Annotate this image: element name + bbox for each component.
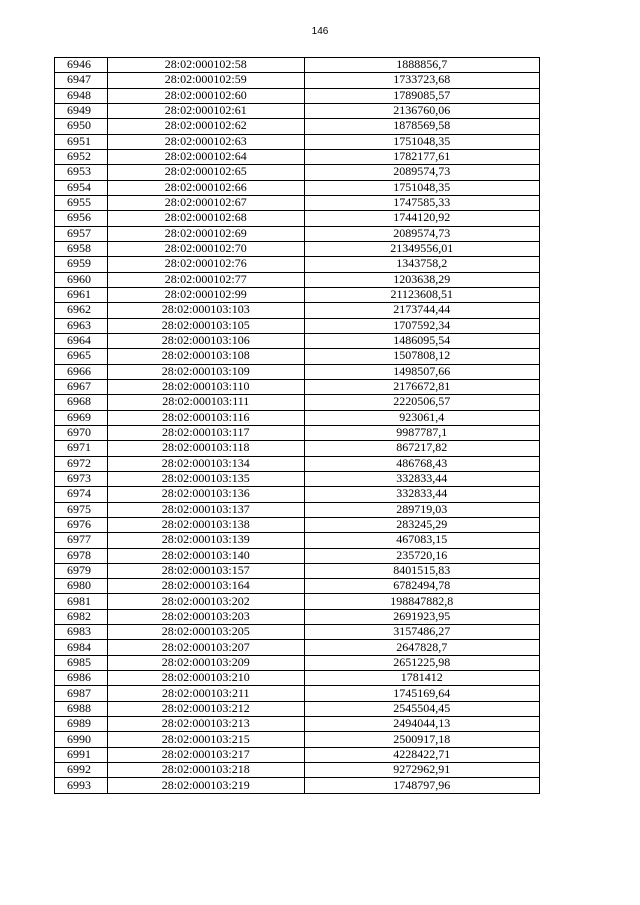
- table-row: [55, 364, 540, 379]
- table-row: [55, 103, 540, 118]
- cadastral-value-cell: 923061,4: [304, 410, 539, 425]
- cadastral-value-cell: 1878569,58: [304, 119, 539, 134]
- row-number-cell: 6948: [55, 88, 108, 103]
- cadastral-value-cell: 2691923,95: [304, 609, 539, 624]
- cadastral-number-cell: 28:02:000102:77: [107, 272, 304, 287]
- table-row: [55, 333, 540, 348]
- table-row: [55, 563, 540, 578]
- cadastral-number-cell: 28:02:000103:106: [107, 333, 304, 348]
- cadastral-value-cell: 1745169,64: [304, 686, 539, 701]
- row-number-cell: 6982: [55, 609, 108, 624]
- row-number-cell: 6947: [55, 73, 108, 88]
- cadastral-number-cell: 28:02:000102:58: [107, 58, 304, 73]
- cadastral-number-cell: 28:02:000103:209: [107, 655, 304, 670]
- cadastral-number-cell: 28:02:000103:164: [107, 579, 304, 594]
- row-number-cell: 6993: [55, 778, 108, 793]
- cadastral-value-cell: 332833,44: [304, 471, 539, 486]
- row-number-cell: 6991: [55, 747, 108, 762]
- cadastral-value-cell: 2651225,98: [304, 655, 539, 670]
- cadastral-value-cell: 289719,03: [304, 502, 539, 517]
- cadastral-value-cell: 21349556,01: [304, 241, 539, 256]
- cadastral-value-cell: 2545504,45: [304, 701, 539, 716]
- cadastral-number-cell: 28:02:000103:134: [107, 456, 304, 471]
- cadastral-number-cell: 28:02:000103:203: [107, 609, 304, 624]
- cadastral-value-cell: 2173744,44: [304, 303, 539, 318]
- cadastral-number-cell: 28:02:000102:62: [107, 119, 304, 134]
- cadastral-number-cell: 28:02:000103:118: [107, 441, 304, 456]
- cadastral-value-cell: 1744120,92: [304, 211, 539, 226]
- row-number-cell: 6968: [55, 395, 108, 410]
- row-number-cell: 6965: [55, 349, 108, 364]
- cadastral-value-cell: 1751048,35: [304, 180, 539, 195]
- cadastral-number-cell: 28:02:000102:69: [107, 226, 304, 241]
- table-row: [55, 119, 540, 134]
- cadastral-value-cell: 4228422,71: [304, 747, 539, 762]
- row-number-cell: 6978: [55, 548, 108, 563]
- row-number-cell: 6946: [55, 58, 108, 73]
- cadastral-number-cell: 28:02:000103:116: [107, 410, 304, 425]
- row-number-cell: 6967: [55, 379, 108, 394]
- cadastral-number-cell: 28:02:000103:212: [107, 701, 304, 716]
- cadastral-number-cell: 28:02:000103:217: [107, 747, 304, 762]
- table-row: [55, 88, 540, 103]
- row-number-cell: 6976: [55, 517, 108, 532]
- table-row: [55, 195, 540, 210]
- row-number-cell: 6964: [55, 333, 108, 348]
- row-number-cell: 6958: [55, 241, 108, 256]
- cadastral-number-cell: 28:02:000103:210: [107, 671, 304, 686]
- row-number-cell: 6961: [55, 287, 108, 302]
- cadastral-number-cell: 28:02:000102:68: [107, 211, 304, 226]
- cadastral-value-cell: 9987787,1: [304, 425, 539, 440]
- row-number-cell: 6975: [55, 502, 108, 517]
- cadastral-number-cell: 28:02:000102:63: [107, 134, 304, 149]
- row-number-cell: 6951: [55, 134, 108, 149]
- cadastral-number-cell: 28:02:000103:202: [107, 594, 304, 609]
- row-number-cell: 6959: [55, 257, 108, 272]
- table-row: [55, 134, 540, 149]
- cadastral-value-cell: 2494044,13: [304, 717, 539, 732]
- table-row: [55, 287, 540, 302]
- row-number-cell: 6960: [55, 272, 108, 287]
- table-row: [55, 456, 540, 471]
- table-row: [55, 257, 540, 272]
- table-row: [55, 625, 540, 640]
- cadastral-number-cell: 28:02:000103:140: [107, 548, 304, 563]
- cadastral-number-cell: 28:02:000102:64: [107, 149, 304, 164]
- cadastral-number-cell: 28:02:000102:65: [107, 165, 304, 180]
- cadastral-number-cell: 28:02:000102:60: [107, 88, 304, 103]
- cadastral-value-cell: 1343758,2: [304, 257, 539, 272]
- cadastral-value-cell: 1782177,61: [304, 149, 539, 164]
- row-number-cell: 6977: [55, 533, 108, 548]
- table-row: [55, 487, 540, 502]
- cadastral-number-cell: 28:02:000103:108: [107, 349, 304, 364]
- page-number: 146: [311, 26, 329, 37]
- cadastral-number-cell: 28:02:000103:157: [107, 563, 304, 578]
- table-row: [55, 58, 540, 73]
- cadastral-value-cell: 8401515,83: [304, 563, 539, 578]
- cadastral-number-cell: 28:02:000103:109: [107, 364, 304, 379]
- row-number-cell: 6956: [55, 211, 108, 226]
- cadastral-value-cell: 1751048,35: [304, 134, 539, 149]
- row-number-cell: 6985: [55, 655, 108, 670]
- row-number-cell: 6949: [55, 103, 108, 118]
- cadastral-number-cell: 28:02:000103:105: [107, 318, 304, 333]
- table-row: [55, 471, 540, 486]
- table-row: [55, 533, 540, 548]
- cadastral-value-cell: 235720,16: [304, 548, 539, 563]
- table-row: [55, 303, 540, 318]
- cadastral-value-cell: 332833,44: [304, 487, 539, 502]
- cadastral-number-cell: 28:02:000103:138: [107, 517, 304, 532]
- cadastral-number-cell: 28:02:000102:76: [107, 257, 304, 272]
- table-row: [55, 701, 540, 716]
- row-number-cell: 6990: [55, 732, 108, 747]
- cadastral-value-cell: 1498507,66: [304, 364, 539, 379]
- table-row: [55, 686, 540, 701]
- cadastral-number-cell: 28:02:000103:135: [107, 471, 304, 486]
- table-row: [55, 395, 540, 410]
- cadastral-value-cell: 21123608,51: [304, 287, 539, 302]
- cadastral-value-cell: 283245,29: [304, 517, 539, 532]
- cadastral-value-cell: 6782494,78: [304, 579, 539, 594]
- cadastral-value-cell: 1507808,12: [304, 349, 539, 364]
- table-row: [55, 548, 540, 563]
- table-row: [55, 747, 540, 762]
- cadastral-value-cell: 467083,15: [304, 533, 539, 548]
- table-row: [55, 379, 540, 394]
- cadastral-number-cell: 28:02:000103:110: [107, 379, 304, 394]
- cadastral-value-cell: 2136760,06: [304, 103, 539, 118]
- cadastral-number-cell: 28:02:000102:66: [107, 180, 304, 195]
- cadastral-number-cell: 28:02:000102:67: [107, 195, 304, 210]
- cadastral-number-cell: 28:02:000103:219: [107, 778, 304, 793]
- row-number-cell: 6989: [55, 717, 108, 732]
- row-number-cell: 6983: [55, 625, 108, 640]
- cadastral-value-cell: 1747585,33: [304, 195, 539, 210]
- row-number-cell: 6954: [55, 180, 108, 195]
- table-row: [55, 441, 540, 456]
- row-number-cell: 6979: [55, 563, 108, 578]
- table-row: [55, 349, 540, 364]
- row-number-cell: 6953: [55, 165, 108, 180]
- table-row: [55, 517, 540, 532]
- cadastral-number-cell: 28:02:000103:117: [107, 425, 304, 440]
- cadastral-number-cell: 28:02:000103:205: [107, 625, 304, 640]
- row-number-cell: 6988: [55, 701, 108, 716]
- table-row: [55, 73, 540, 88]
- cadastral-value-cell: 1789085,57: [304, 88, 539, 103]
- cadastral-value-cell: 486768,43: [304, 456, 539, 471]
- cadastral-number-cell: 28:02:000102:59: [107, 73, 304, 88]
- table-row: [55, 655, 540, 670]
- table-row: [55, 272, 540, 287]
- row-number-cell: 6973: [55, 471, 108, 486]
- table-row: [55, 579, 540, 594]
- cadastral-value-cell: 867217,82: [304, 441, 539, 456]
- cadastral-value-cell: 1733723,68: [304, 73, 539, 88]
- table-row: [55, 165, 540, 180]
- row-number-cell: 6966: [55, 364, 108, 379]
- table-row: [55, 778, 540, 793]
- table-row: [55, 226, 540, 241]
- cadastral-number-cell: 28:02:000103:136: [107, 487, 304, 502]
- table-row: [55, 180, 540, 195]
- cadastral-value-cell: 2176672,81: [304, 379, 539, 394]
- row-number-cell: 6981: [55, 594, 108, 609]
- row-number-cell: 6984: [55, 640, 108, 655]
- row-number-cell: 6986: [55, 671, 108, 686]
- row-number-cell: 6992: [55, 763, 108, 778]
- cadastral-number-cell: 28:02:000102:99: [107, 287, 304, 302]
- cadastral-value-cell: 1781412: [304, 671, 539, 686]
- table-row: [55, 717, 540, 732]
- cadastral-number-cell: 28:02:000103:139: [107, 533, 304, 548]
- table-row: [55, 732, 540, 747]
- table-row: [55, 640, 540, 655]
- row-number-cell: 6980: [55, 579, 108, 594]
- cadastral-number-cell: 28:02:000103:213: [107, 717, 304, 732]
- cadastral-number-cell: 28:02:000103:137: [107, 502, 304, 517]
- table-row: [55, 241, 540, 256]
- table-body: [55, 58, 540, 794]
- cadastral-value-cell: 2647828,7: [304, 640, 539, 655]
- row-number-cell: 6971: [55, 441, 108, 456]
- table-row: [55, 149, 540, 164]
- table-row: [55, 763, 540, 778]
- row-number-cell: 6957: [55, 226, 108, 241]
- cadastral-value-cell: 198847882,8: [304, 594, 539, 609]
- table-row: [55, 410, 540, 425]
- table-row: [55, 594, 540, 609]
- row-number-cell: 6969: [55, 410, 108, 425]
- cadastral-number-cell: 28:02:000103:103: [107, 303, 304, 318]
- table-row: [55, 502, 540, 517]
- row-number-cell: 6952: [55, 149, 108, 164]
- cadastral-value-cell: 2089574,73: [304, 226, 539, 241]
- table-row: [55, 425, 540, 440]
- table-row: [55, 671, 540, 686]
- cadastral-value-cell: 1748797,96: [304, 778, 539, 793]
- cadastral-value-table: [54, 57, 540, 794]
- cadastral-number-cell: 28:02:000103:218: [107, 763, 304, 778]
- cadastral-number-cell: 28:02:000103:111: [107, 395, 304, 410]
- cadastral-value-cell: 3157486,27: [304, 625, 539, 640]
- cadastral-number-cell: 28:02:000102:70: [107, 241, 304, 256]
- cadastral-number-cell: 28:02:000103:215: [107, 732, 304, 747]
- cadastral-value-cell: 1888856,7: [304, 58, 539, 73]
- row-number-cell: 6950: [55, 119, 108, 134]
- row-number-cell: 6963: [55, 318, 108, 333]
- table-row: [55, 211, 540, 226]
- table-row: [55, 318, 540, 333]
- cadastral-number-cell: 28:02:000103:211: [107, 686, 304, 701]
- cadastral-value-cell: 9272962,91: [304, 763, 539, 778]
- cadastral-number-cell: 28:02:000102:61: [107, 103, 304, 118]
- cadastral-value-cell: 2220506,57: [304, 395, 539, 410]
- row-number-cell: 6974: [55, 487, 108, 502]
- row-number-cell: 6972: [55, 456, 108, 471]
- row-number-cell: 6987: [55, 686, 108, 701]
- cadastral-value-cell: 1707592,34: [304, 318, 539, 333]
- cadastral-value-cell: 2089574,73: [304, 165, 539, 180]
- cadastral-value-cell: 1203638,29: [304, 272, 539, 287]
- cadastral-value-cell: 1486095,54: [304, 333, 539, 348]
- row-number-cell: 6970: [55, 425, 108, 440]
- table-row: [55, 609, 540, 624]
- cadastral-number-cell: 28:02:000103:207: [107, 640, 304, 655]
- cadastral-value-cell: 2500917,18: [304, 732, 539, 747]
- row-number-cell: 6962: [55, 303, 108, 318]
- row-number-cell: 6955: [55, 195, 108, 210]
